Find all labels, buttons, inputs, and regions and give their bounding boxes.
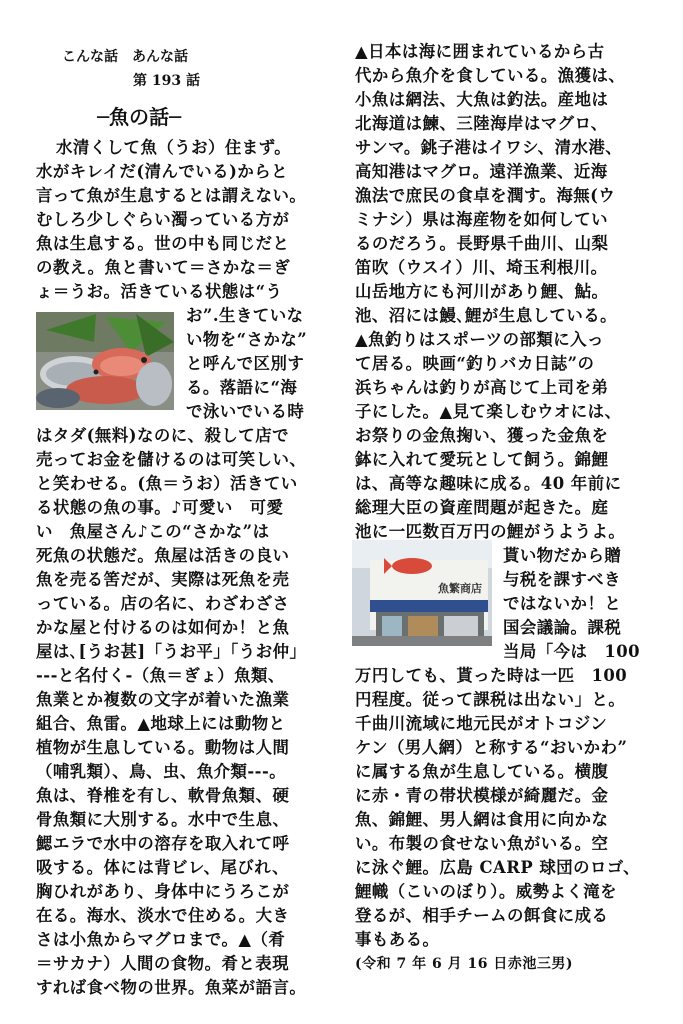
text-line: 言って魚が生息するとは謂えない。 — [36, 186, 307, 205]
text-line: ょ＝うお。活きている状態は“う — [36, 282, 283, 301]
text-line: 死魚の状態だ。魚屋は活きの良い — [36, 546, 290, 565]
text-line: 事もある。 — [355, 930, 440, 949]
text-line: い物を“さかな” — [186, 330, 308, 349]
text-line: 山岳地方にも河川があり鯉、鮎。 — [355, 282, 609, 301]
text-line: 胸ひれがあり、身体中にうろこが — [36, 882, 290, 901]
text-line: 組合、魚雷。▲地球上には動物と — [36, 714, 286, 733]
text-line: 屋は､[うお甚]「うお平」「うお仲」 — [36, 642, 307, 661]
text-line: 吸する。体には背ビレ、尾びれ、 — [36, 858, 290, 877]
text-line: ▲日本は海に囲まれているから古 — [355, 42, 605, 61]
text-line: 円程度。従って課税は出ない」と。 — [355, 690, 626, 709]
text-line: ではないか！と — [503, 594, 622, 613]
text-line: っている。店の名に、わざわざさ — [36, 594, 290, 613]
text-line: 魚は生息する。世の中も同じだと — [36, 234, 290, 253]
text-line: 国会議論。課税 — [503, 618, 622, 637]
text-line: 登るが、相手チームの餌食に成る — [355, 906, 609, 925]
text-line: 高知港はマグロ。遠洋漁業、近海 — [355, 162, 608, 181]
text-line: 千曲川流域に地元民がオトコジン — [355, 714, 608, 733]
text-line: 浜ちゃんは釣りが高じて上司を弟 — [355, 378, 609, 397]
text-line: の教え。魚と書いて＝さかな＝ぎ — [36, 258, 291, 277]
text-line: 与税を課すべき — [503, 570, 621, 589]
text-line: お”.生きていな — [186, 306, 304, 325]
text-line: はタダ(無料)なのに、殺して店で — [36, 426, 289, 445]
text-line: 鰓エラで水中の溶存を取入れて呼 — [36, 834, 290, 853]
text-line: 売ってお金を儲けるのは可笑しい、 — [36, 450, 307, 469]
text-line: 魚業とか複数の文字が着いた漁業 — [36, 690, 290, 709]
text-line: 漁法で庶民の食卓を潤す。海無(ウ — [355, 186, 616, 205]
text-line: で泳いでいる時 — [186, 402, 305, 421]
text-line: 鯉幟（こいのぼり）。威勢よく滝を — [355, 882, 618, 901]
author-date: (令和 7 年 6 月 16 日赤池三男) — [355, 956, 573, 972]
text-line: 万円しても、貰った時は一匹 100 — [355, 666, 628, 685]
text-line: かな屋と付けるのは如何か！と魚 — [36, 618, 290, 637]
text-line: 魚、錦鯉、男人網は食用に向かな — [355, 810, 609, 829]
text-line: 笛吹（ウスイ）川、埼玉利根川。 — [355, 258, 608, 277]
text-line: て居る。映画“釣りバカ日誌”の — [355, 354, 595, 373]
text-line: と呼んで区別す — [186, 354, 305, 373]
text-line: に赤・青の帯状模様が綺麗だ。金 — [355, 786, 609, 805]
series-heading: こんな話 あんな話 — [62, 49, 188, 65]
text-line: 植物が生息している。動物は人間 — [36, 738, 290, 757]
text-line: い 魚屋さん♪この“さかな”は — [36, 522, 270, 541]
text-line: る。落語に“海 — [186, 378, 298, 397]
text-line: い。布製の食せない魚がいる。空 — [355, 834, 609, 853]
text-line: 魚を売る筈だが、実際は死魚を売 — [36, 570, 290, 589]
text-line: る状態の魚の事。♪可愛い 可愛 — [36, 498, 284, 517]
text-line: ---と名付く-（魚＝ぎょ）魚類、 — [36, 666, 285, 685]
issue-number: 第 193 話 — [133, 73, 200, 89]
text-line: 魚は、脊椎を有し、軟骨魚類、硬 — [36, 786, 290, 805]
text-line: 水がキレイだ(清んでいる)からと — [36, 162, 288, 181]
text-line: に泳ぐ鯉。広島 CARP 球団のロゴ、 — [355, 858, 641, 877]
text-line: 鉢に入れて愛玩として飼う。錦鯉 — [355, 450, 609, 469]
text-line: 小魚は網法、大魚は釣法。産地は — [355, 90, 609, 109]
text-line: お祭りの金魚掬い、獲った金魚を — [355, 426, 609, 445]
text-line: むしろ少しぐらい濁っている方が — [36, 210, 290, 229]
text-line: 貰い物だから贈 — [503, 546, 622, 565]
text-line: るのだろう。長野県千曲川、山梨 — [355, 234, 609, 253]
text-line: ▲魚釣りはスポーツの部類に入っ — [355, 330, 604, 349]
article-title: ─魚の話─ — [97, 105, 182, 129]
text-line: 在る。海水、淡水で住める。大き — [36, 906, 290, 925]
text-line: サンマ。銚子港はイワシ、清水港、 — [355, 138, 623, 157]
text-line: ＝サカナ）人間の食物。肴と表現 — [36, 954, 290, 973]
text-line: 北海道は鰊、三陸海岸はマグロ、 — [355, 114, 608, 133]
text-line: 水清くして魚（うお）住まず。 — [56, 138, 292, 157]
text-line: は、高等な趣味に成る。40 年前に — [355, 474, 622, 493]
text-line: と笑わせる。(魚＝うお）活きてい — [36, 474, 298, 493]
text-line: （哺乳類）、鳥、虫、魚介類---。 — [36, 762, 287, 781]
text-line: 骨魚類に大別する。水中で生息、 — [36, 810, 290, 829]
text-line: 池に一匹数百万円の鯉がうようよ。 — [355, 522, 626, 541]
text-line: 池、沼には鰻､鯉が生息している。 — [355, 306, 618, 325]
text-line: 当局「今は 100 — [503, 642, 641, 661]
text-line: すれば食べ物の世界。魚菜が語言。 — [36, 978, 307, 997]
fish-shop-photo — [352, 540, 492, 646]
text-line: に属する魚が生息している。横腹 — [355, 762, 609, 781]
text-line: ケン（男人網）と称する“おいかわ” — [355, 738, 628, 757]
text-line: ミナシ）県は海産物を如何してい — [355, 210, 609, 229]
text-line: 代から魚介を食している。漁獲は、 — [355, 66, 626, 85]
fish-photo — [36, 312, 174, 410]
text-line: 子にした。▲見て楽しむウオには、 — [355, 402, 622, 421]
shop-sign: 魚繁商店 — [438, 582, 482, 595]
text-line: 総理大臣の資産問題が起きた。庭 — [355, 498, 609, 517]
text-line: さは小魚からマグロまで。▲（肴 — [36, 930, 286, 949]
